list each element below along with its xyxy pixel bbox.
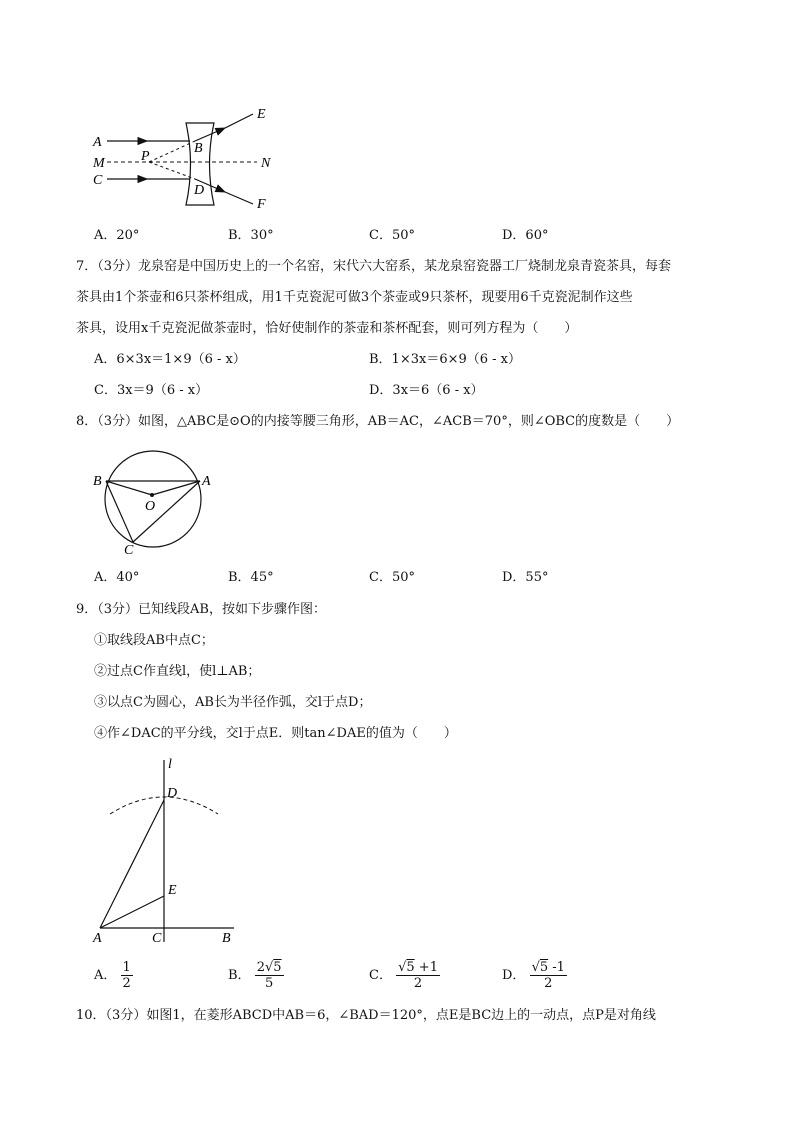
ray-e (195, 128, 225, 141)
q7-option-d[interactable]: D．3x＝6（6 - x） (369, 383, 484, 398)
lens-figure (85, 100, 285, 210)
label-l: l (168, 757, 172, 772)
numerator-tail: -1 (548, 960, 565, 975)
q7-stem-line2: 茶具由1个茶壶和6只茶杯组成，用1千克瓷泥可做3个茶壶或9只茶杯，现要用6千克瓷泥制作这些 (76, 290, 633, 305)
denominator: 2 (544, 976, 553, 991)
numerator (255, 960, 284, 976)
label-d: D (167, 786, 178, 801)
q7-stem-line1: 7．（3分）龙泉窑是中国历史上的一个名窑，宋代六大窑系，某龙泉窑瓷器工厂烧制龙泉青瓷茶具，每套 (76, 259, 672, 274)
q9-option-a[interactable] (94, 959, 133, 993)
sqrt-icon: √ (398, 960, 407, 975)
q9-step-2: ②过点C作直线l，使l⊥AB； (94, 664, 261, 679)
q6-option-d[interactable]: D．60° (502, 228, 549, 243)
numerator (396, 960, 440, 976)
circle-figure (90, 446, 220, 558)
fraction (255, 960, 284, 991)
fraction (121, 960, 133, 991)
label-a: A (93, 135, 102, 150)
q7-option-a[interactable]: A．6×3x＝1×9（6 - x） (94, 352, 246, 367)
label-m: M (93, 156, 105, 171)
label-c: C (152, 931, 162, 946)
center-point-o (150, 493, 154, 497)
q8-option-c[interactable]: C．50° (369, 570, 415, 585)
label-b: B (194, 141, 203, 156)
numerator: 1 (122, 960, 131, 975)
label-c: C (93, 173, 103, 188)
fraction (396, 960, 440, 991)
coefficient: 2 (256, 960, 265, 975)
numerator (530, 960, 567, 976)
q9-step-3: ③以点C为圆心，AB长为半径作弧，交l于点D； (94, 695, 372, 710)
label-f: F (257, 197, 266, 210)
label-b: B (93, 474, 102, 489)
q6-option-b[interactable]: B．30° (228, 228, 274, 243)
numerator-tail: +1 (414, 960, 438, 975)
q8-option-b[interactable]: B．45° (228, 570, 274, 585)
fraction (530, 960, 567, 991)
radicand: 5 (273, 960, 282, 975)
option-letter: B． (228, 968, 251, 983)
q9-stem: 9．（3分）已知线段AB，按如下步骤作图： (76, 602, 326, 617)
label-a: A (202, 474, 211, 489)
label-p: P (141, 149, 150, 164)
option-letter: C． (369, 968, 392, 983)
label-e: E (257, 107, 266, 122)
segment-ad (100, 800, 164, 928)
q8-option-a[interactable]: A．40° (94, 570, 140, 585)
q9-option-b[interactable] (228, 959, 284, 993)
q8-stem: 8．（3分）如图，△ABC是⊙O的内接等腰三角形，AB＝AC，∠ACB＝70°，则∠OBC的度数是（ ） (76, 414, 680, 429)
label-e: E (168, 883, 177, 898)
denominator: 5 (264, 976, 274, 991)
dash-pd (149, 162, 195, 179)
q7-option-b[interactable]: B．1×3x＝6×9（6 - x） (369, 352, 522, 367)
q6-option-c[interactable]: C．50° (369, 228, 415, 243)
sqrt-icon: √ (264, 960, 274, 975)
q6-option-a[interactable]: A．20° (94, 228, 140, 243)
q7-stem-line3: 茶具，设用x千克瓷泥做茶壶时，恰好使制作的茶壶和茶杯配套，则可列方程为（ ） (76, 321, 578, 336)
segment-ae (100, 896, 164, 928)
segment-ob (106, 481, 152, 495)
denominator: 2 (122, 976, 131, 991)
option-letter: D． (502, 968, 526, 983)
sqrt-icon: √ (531, 960, 540, 975)
label-a: A (93, 931, 102, 946)
radicand: 5 (406, 960, 415, 975)
q7-option-c[interactable]: C．3x＝9（6 - x） (94, 383, 209, 398)
radicand: 5 (539, 960, 549, 975)
label-c: C (124, 543, 134, 558)
denominator: 2 (413, 976, 423, 991)
q10-stem-line1: 10．（3分）如图1，在菱形ABCD中AB＝6，∠BAD＝120°，点E是BC边上的一动点，点P是对角线 (76, 1008, 656, 1023)
label-o: O (145, 499, 156, 514)
q9-option-c[interactable] (369, 959, 440, 993)
label-d: D (194, 183, 205, 198)
q8-option-d[interactable]: D．55° (502, 570, 549, 585)
dash-pb (149, 141, 195, 162)
option-letter: A． (94, 968, 117, 983)
q9-step-1: ①取线段AB中点C； (94, 633, 214, 648)
label-b: B (222, 931, 231, 946)
q9-option-d[interactable] (502, 959, 567, 993)
construction-figure (88, 752, 248, 948)
label-n: N (261, 156, 271, 171)
q9-step-4: ④作∠DAC的平分线，交l于点E．则tan∠DAE的值为（ ） (94, 726, 457, 741)
